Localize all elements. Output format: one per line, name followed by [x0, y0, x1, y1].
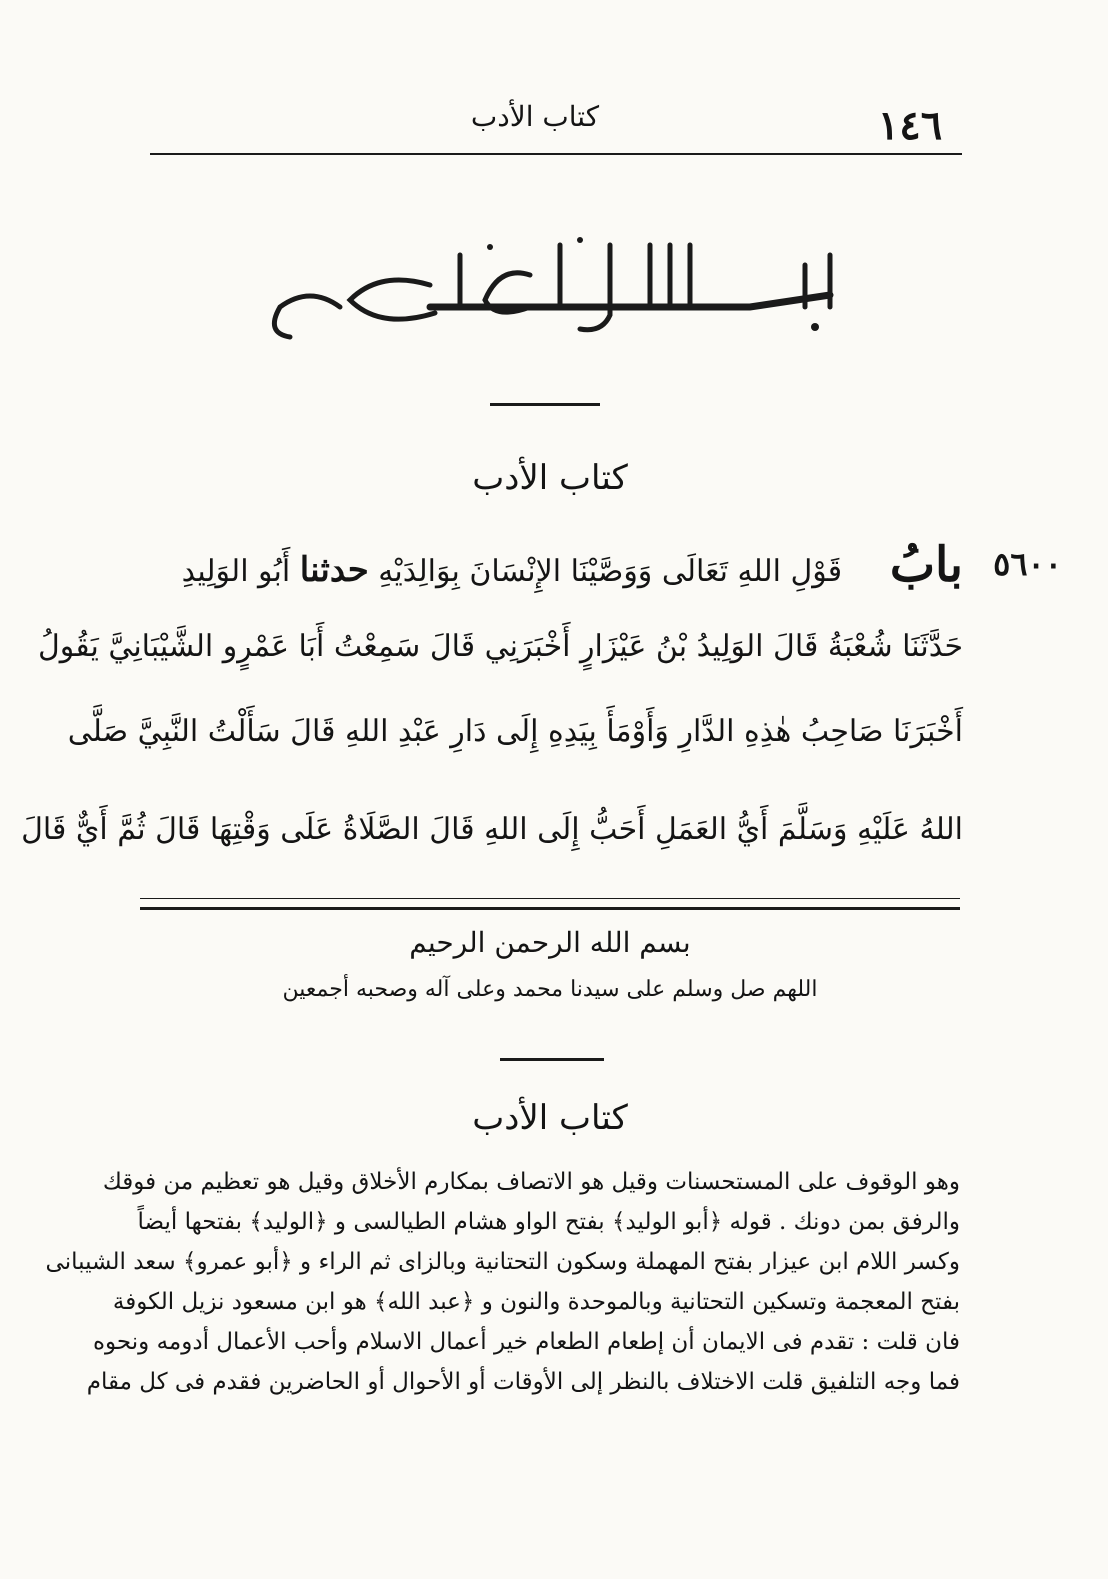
chapter-label: بابُ	[889, 537, 963, 593]
hadith-line: حَدَّثَنَا شُعْبَةُ قَالَ الوَلِيدُ بْنُ عَيْزَارٍ أَخْبَرَنِي قَالَ سَمِعْتُ أَبَا عَمْرٍو الشَّيْبَانِيَّ يَقُولُ	[37, 629, 963, 664]
haddathana-marker: حدثنا	[299, 550, 369, 590]
ornamental-rule	[490, 403, 600, 406]
commentary-line: وهو الوقوف على المستحسنات وقيل هو الاتصاف بمكارم الأخلاق وقيل هو تعظيم من فوقك	[102, 1169, 960, 1195]
commentary-line: فان قلت : تقدم فى الايمان أن إطعام الطعام خير أعمال الاسلام وأحب الأعمال أدومه ونحوه	[93, 1329, 960, 1355]
commentary-line: فما وجه التلفيق قلت الاختلاف بالنظر إلى الأوقات أو الأحوال أو الحاضرين فقدم فى كل مقام	[86, 1369, 960, 1395]
ornamental-rule	[500, 1058, 604, 1061]
hadith-number: ٥٦٠٠	[993, 545, 1062, 583]
commentary-line: بفتح المعجمة وتسكين التحتانية وبالموحدة والنون و ﴿عبد الله﴾ هو ابن مسعود نزيل الكوفة	[112, 1289, 960, 1315]
narrator-name: أَبُو الوَلِيدِ	[181, 554, 291, 589]
basmala-calligraphy-text: بسم الله الرحمن الرحيم	[489, 339, 611, 353]
basmala-calligraphy	[230, 225, 870, 355]
commentary-salawat: اللهم صل وسلم على سيدنا محمد وعلى آله وصحبه أجمعين	[282, 977, 818, 1002]
header-rule	[150, 153, 962, 155]
commentary-title: كتاب الأدب	[472, 1098, 628, 1138]
running-header-title: كتاب الأدب	[470, 100, 600, 133]
hadith-line	[135, 530, 963, 600]
commentary-basmala: بسم الله الرحمن الرحيم	[409, 926, 691, 959]
section-divider	[140, 898, 960, 910]
page-number: ١٤٦	[877, 102, 943, 149]
book-title: كتاب الأدب	[472, 458, 628, 498]
hadith-line: اللهُ عَلَيْهِ وَسَلَّمَ أَيُّ العَمَلِ أَحَبُّ إِلَى اللهِ قَالَ الصَّلَاةُ عَلَى وَقْتِهَا قَالَ ثُمَّ أَيٌّ قَالَ	[21, 812, 963, 847]
chapter-heading: قَوْلِ اللهِ تَعَالَى وَوَصَّيْنَا الإِنْسَانَ بِوَالِدَيْهِ	[378, 554, 843, 589]
commentary-line	[130, 1402, 960, 1442]
commentary-line: وكسر اللام ابن عيزار بفتح المهملة وسكون التحتانية وبالزاى ثم الراء و ﴿أبو عمرو﴾ سعد الشيبانى	[45, 1249, 960, 1275]
commentary-line: والرفق بمن دونك . قوله ﴿أبو الوليد﴾ بفتح الواو هشام الطيالسى و ﴿الوليد﴾ بفتحها أيضاً	[137, 1209, 960, 1235]
hadith-line: أَخْبَرَنَا صَاحِبُ هٰذِهِ الدَّارِ وَأَوْمَأَ بِيَدِهِ إِلَى دَارِ عَبْدِ اللهِ قَالَ سَأَلْتُ النَّبِيَّ صَلَّى	[67, 714, 963, 749]
